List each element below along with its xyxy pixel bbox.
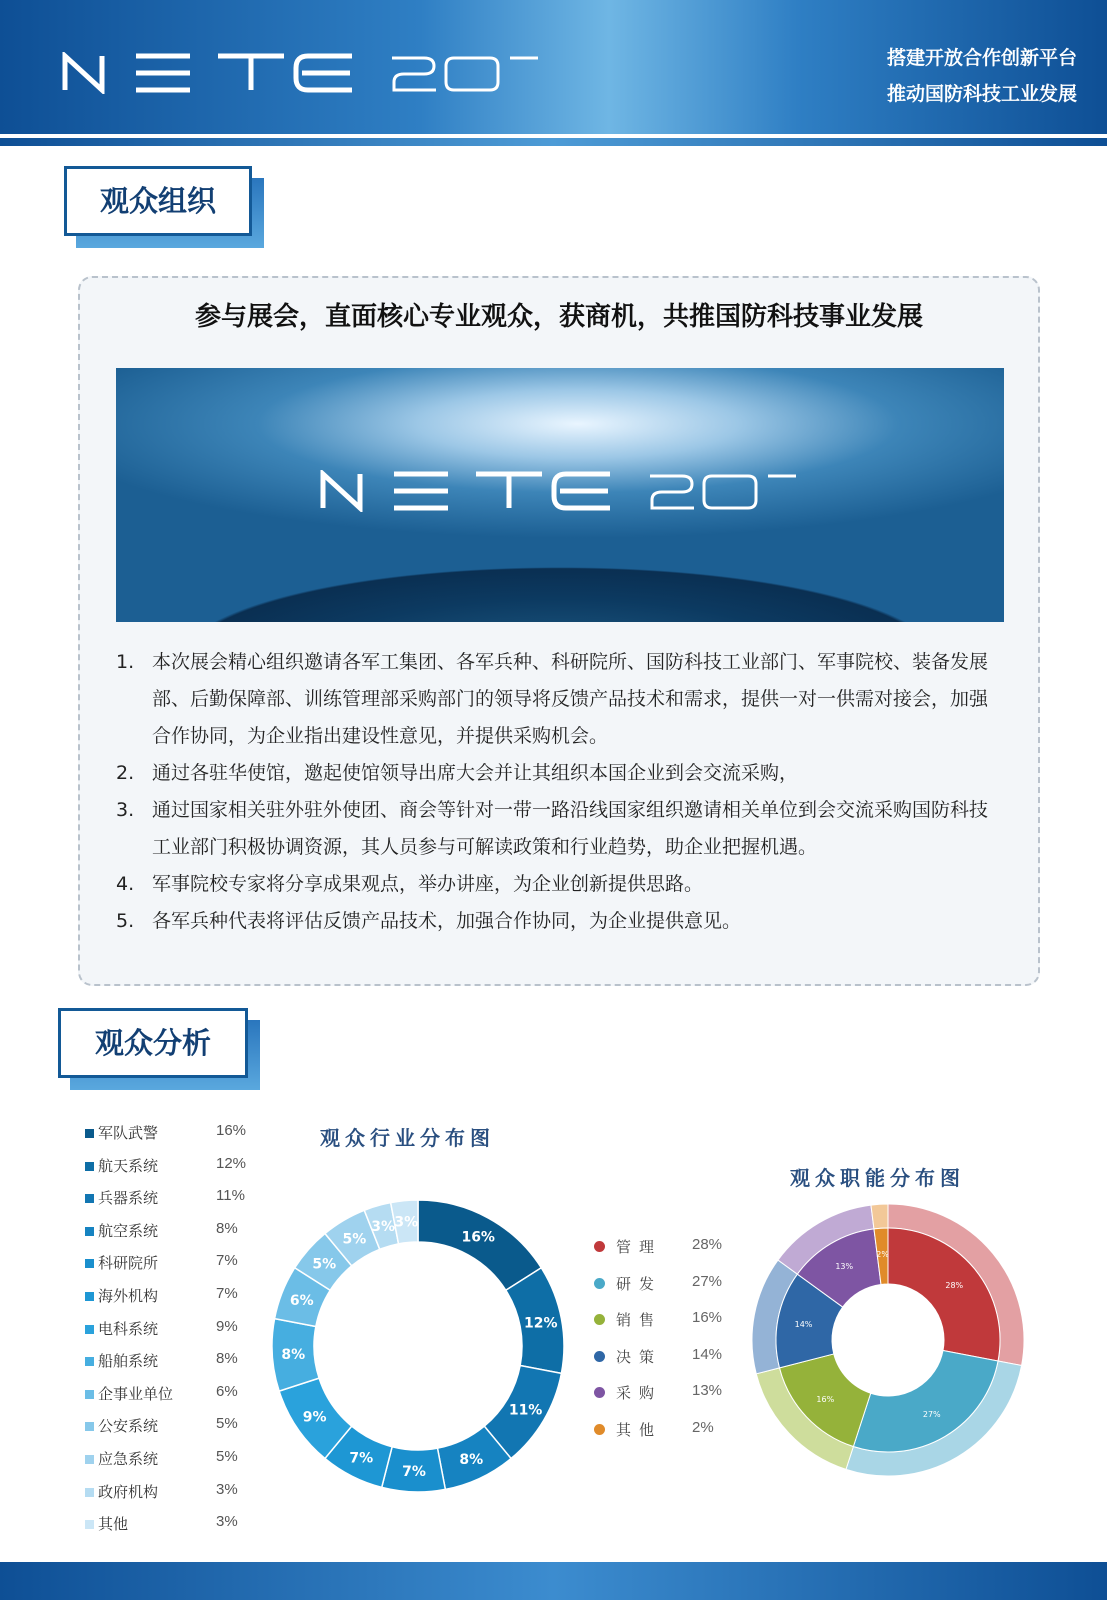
- function-legend: [594, 1236, 744, 1455]
- legend-label: 船舶系统: [98, 1352, 159, 1371]
- panel-title: 参与展会，直面核心专业观众，获商机，共推国防科技事业发展: [194, 302, 923, 332]
- slogan-line-2: 推动国防科技工业发展: [886, 83, 1077, 105]
- list-item-number: 4.: [116, 873, 135, 895]
- legend-value: 3%: [216, 1513, 238, 1531]
- industry-slice-label-12: 3%: [394, 1214, 419, 1231]
- legend-label: 航空系统: [98, 1221, 159, 1240]
- legend-value: 12%: [216, 1154, 247, 1172]
- industry-slice-label-9: 5%: [312, 1256, 337, 1273]
- legend-label: 决策: [616, 1347, 663, 1366]
- function-legend-item: [594, 1309, 744, 1346]
- industry-chart-title: 观众行业分布图: [320, 1126, 495, 1150]
- function-slice-label-1: 27%: [922, 1410, 941, 1420]
- legend-swatch: [85, 1422, 94, 1431]
- legend-swatch: [594, 1387, 605, 1398]
- list-item: [116, 792, 996, 866]
- legend-swatch: [85, 1357, 94, 1366]
- legend-swatch: [85, 1455, 94, 1464]
- legend-swatch: [85, 1488, 94, 1497]
- industry-legend-item: [82, 1155, 252, 1188]
- function-legend-item: [594, 1346, 744, 1383]
- section-title-text: 观众分析: [58, 1008, 248, 1078]
- legend-swatch: [594, 1424, 605, 1435]
- legend-value: 6%: [216, 1382, 238, 1400]
- legend-label: 其他: [98, 1515, 129, 1534]
- industry-slice-label-10: 5%: [342, 1231, 367, 1248]
- function-slice-label-2: 16%: [816, 1394, 835, 1404]
- legend-swatch: [85, 1227, 94, 1236]
- audience-organization-panel: [78, 276, 1040, 986]
- legend-value: 7%: [216, 1252, 238, 1270]
- legend-swatch: [85, 1129, 94, 1138]
- slogan: [887, 40, 1077, 112]
- function-legend-item: [594, 1382, 744, 1419]
- slogan-line-1: 搭建开放合作创新平台: [886, 47, 1077, 69]
- list-item-number: 3.: [116, 799, 135, 821]
- function-slice-label-0: 28%: [945, 1281, 964, 1291]
- legend-value: 13%: [692, 1382, 723, 1399]
- organization-list: [116, 644, 996, 940]
- industry-legend-item: [82, 1383, 252, 1416]
- legend-value: 28%: [692, 1236, 723, 1253]
- legend-label: 研发: [616, 1274, 663, 1293]
- industry-legend-item: [82, 1415, 252, 1448]
- industry-legend-item: [82, 1318, 252, 1351]
- legend-value: 14%: [692, 1345, 723, 1363]
- list-item-number: 2.: [116, 762, 135, 784]
- legend-value: 5%: [216, 1415, 238, 1433]
- list-item-text: 军事院校专家将分享成果观点，举办讲座，为企业创新提供思路。: [152, 873, 704, 895]
- legend-label: 军队武警: [98, 1124, 159, 1142]
- section-title-audience-analysis: [58, 1008, 248, 1078]
- industry-slice-label-4: 7%: [402, 1463, 426, 1480]
- industry-legend-item: [82, 1122, 252, 1155]
- legend-label: 科研院所: [98, 1254, 159, 1273]
- function-slice-label-4: 13%: [835, 1261, 854, 1271]
- industry-slice-label-1: 12%: [524, 1315, 558, 1332]
- industry-legend-item: [82, 1252, 252, 1285]
- industry-slice-label-11: 3%: [371, 1218, 396, 1235]
- function-chart-title: 观众职能分布图: [790, 1166, 965, 1190]
- legend-swatch: [594, 1278, 605, 1289]
- industry-legend-item: [82, 1187, 252, 1220]
- industry-slice-label-5: 7%: [349, 1450, 374, 1467]
- legend-swatch: [85, 1390, 94, 1399]
- legend-swatch: [85, 1325, 94, 1334]
- function-donut-chart: [748, 1200, 1038, 1490]
- legend-value: 9%: [216, 1317, 238, 1335]
- legend-label: 公安系统: [98, 1417, 159, 1436]
- header-banner: [0, 0, 1107, 134]
- legend-label: 兵器系统: [98, 1189, 159, 1208]
- legend-swatch: [85, 1259, 94, 1268]
- legend-label: 采购: [616, 1384, 663, 1402]
- industry-legend-item: [82, 1350, 252, 1383]
- footer-bar: [0, 1562, 1107, 1600]
- section-title-text: 观众组织: [64, 166, 252, 236]
- list-item-text: 各军兵种代表将评估反馈产品技术，加强合作协同，为企业提供意见。: [152, 910, 742, 932]
- industry-legend-item: [82, 1481, 252, 1514]
- list-item-text: 通过各驻华使馆，邀起使馆领导出席大会并让其组织本国企业到会交流采购，: [152, 762, 799, 784]
- industry-slice-label-2: 11%: [508, 1402, 543, 1419]
- legend-swatch: [594, 1314, 605, 1325]
- industry-legend-item: [82, 1220, 252, 1253]
- legend-label: 政府机构: [98, 1482, 159, 1501]
- earth-banner-image: [116, 368, 1004, 622]
- industry-slice-label-8: 6%: [289, 1292, 314, 1309]
- industry-donut-chart: [268, 1196, 568, 1496]
- function-legend-item: [594, 1273, 744, 1310]
- industry-slice-label-3: 8%: [459, 1452, 484, 1469]
- legend-value: 5%: [216, 1447, 238, 1465]
- legend-label: 航天系统: [98, 1156, 159, 1175]
- industry-legend-item: [82, 1448, 252, 1481]
- legend-label: 其他: [616, 1420, 663, 1439]
- legend-value: 16%: [216, 1122, 247, 1139]
- legend-label: 管理: [616, 1238, 663, 1256]
- list-item: [116, 903, 996, 940]
- legend-swatch: [85, 1292, 94, 1301]
- industry-slice-label-6: 9%: [302, 1409, 327, 1426]
- legend-label: 企事业单位: [98, 1384, 174, 1403]
- function-slice-label-3: 14%: [794, 1319, 813, 1329]
- nete-logo: [62, 52, 542, 98]
- list-item-text: 本次展会精心组织邀请各军工集团、各军兵种、科研院所、国防科技工业部门、军事院校、装备发展部、后勤保障部、训练管理部采购部门的领导将反馈产品技术和需求，提供一对一供需对接会，加强合作协同，为企业指出建设性意见，并提供采购机会。: [152, 651, 989, 747]
- legend-swatch: [85, 1520, 94, 1529]
- function-slice-label-5: 2%: [876, 1250, 889, 1260]
- legend-value: 27%: [692, 1272, 723, 1290]
- list-item: [116, 866, 996, 903]
- legend-swatch: [85, 1162, 94, 1171]
- legend-swatch: [85, 1194, 94, 1203]
- section-title-audience-organization: [64, 166, 252, 236]
- function-outer-slice-5: [871, 1204, 888, 1229]
- legend-value: 8%: [216, 1350, 238, 1368]
- list-item-text: 通过国家相关驻外驻外使团、商会等针对一带一路沿线国家组织邀请相关单位到会交流采购国防科技工业部门积极协调资源，其人员参与可解读政策和行业趋势，助企业把握机遇。: [152, 799, 989, 858]
- function-legend-item: [594, 1236, 744, 1273]
- legend-value: 3%: [216, 1480, 238, 1498]
- legend-value: 7%: [216, 1284, 238, 1302]
- list-item-number: 5.: [116, 910, 135, 932]
- legend-label: 销售: [616, 1311, 663, 1329]
- industry-legend: [82, 1122, 252, 1546]
- industry-legend-item: [82, 1513, 252, 1546]
- legend-swatch: [594, 1241, 605, 1252]
- legend-value: 16%: [692, 1309, 723, 1326]
- header-stripe: [0, 138, 1107, 146]
- legend-label: 电科系统: [98, 1319, 159, 1338]
- industry-legend-item: [82, 1285, 252, 1318]
- industry-slice-label-7: 8%: [281, 1346, 306, 1363]
- legend-swatch: [594, 1351, 605, 1362]
- banner-logo: [116, 470, 1004, 516]
- legend-value: 8%: [216, 1219, 238, 1237]
- list-item-number: 1.: [116, 651, 135, 673]
- legend-label: 应急系统: [98, 1449, 159, 1468]
- legend-value: 2%: [692, 1418, 714, 1436]
- list-item: [116, 755, 996, 792]
- legend-label: 海外机构: [98, 1286, 159, 1305]
- legend-value: 11%: [216, 1187, 245, 1205]
- function-legend-item: [594, 1419, 744, 1456]
- list-item: [116, 644, 996, 755]
- industry-slice-label-0: 16%: [461, 1229, 495, 1246]
